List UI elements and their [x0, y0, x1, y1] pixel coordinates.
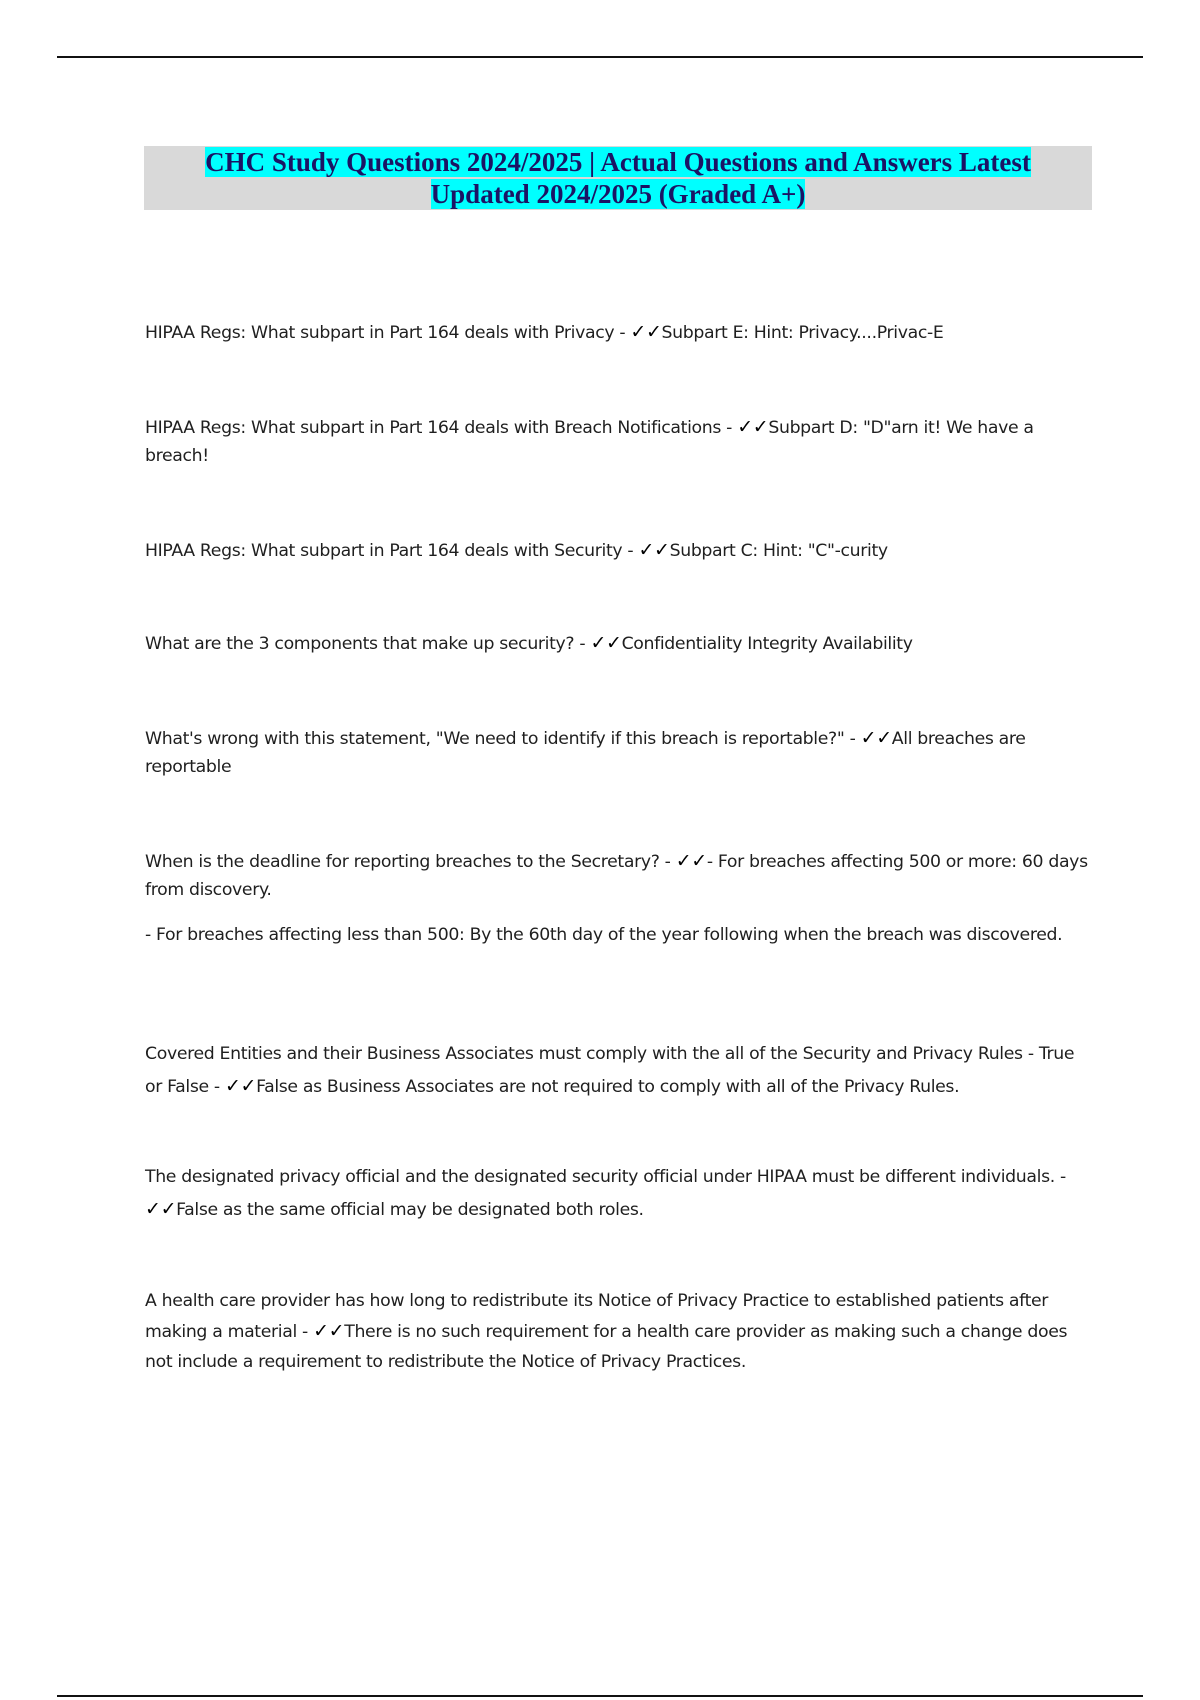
answer-text: There is no such requirement for a health care provider as making such a change does not include a requirement to redistribute the Notice of Privacy Practices.: [145, 1322, 1068, 1372]
question-text: HIPAA Regs: What subpart in Part 164 deals with Breach Notifications -: [145, 418, 738, 438]
answer-text: Subpart C: Hint: "C"-curity: [669, 541, 888, 561]
question-text: Covered Entities and their Business Associates must comply with the all of the Security and Privacy Rules - True or False -: [145, 1044, 1075, 1097]
answer-text: Subpart D: "D"arn it! We have a breach!: [145, 418, 1034, 466]
check-mark-icon: ✓✓: [145, 1198, 177, 1220]
check-mark-icon: ✓✓: [638, 539, 670, 561]
title-line-2: Updated 2024/2025 (Graded A+): [430, 179, 806, 209]
qa-item-2: [145, 413, 1090, 470]
check-mark-icon: ✓✓: [590, 632, 622, 654]
qa-item-7: [145, 1038, 1090, 1103]
qa-item-3: [145, 536, 1090, 565]
document-title: [144, 146, 1092, 210]
question-text: A health care provider has how long to redistribute its Notice of Privacy Practice to established patients after making a material -: [145, 1291, 1049, 1342]
answer-text: - For breaches affecting less than 500: By the 60th day of the year following when the breach was discovered.: [145, 925, 1063, 945]
bottom-divider: [57, 1695, 1143, 1697]
check-mark-icon: ✓✓: [675, 850, 707, 872]
question-text: What's wrong with this statement, "We need to identify if this breach is reportable?" -: [145, 729, 861, 749]
qa-item-9: [145, 1286, 1090, 1377]
answer-text: Confidentiality Integrity Availability: [621, 634, 913, 654]
check-mark-icon: ✓✓: [860, 727, 892, 749]
qa-item-8: [145, 1161, 1090, 1226]
answer-text: Subpart E: Hint: Privacy....Privac-E: [661, 323, 944, 343]
question-text: What are the 3 components that make up security? -: [145, 634, 591, 654]
qa-item-5: [145, 724, 1090, 781]
question-text: The designated privacy official and the designated security official under HIPAA must be different individuals. -: [145, 1167, 1066, 1187]
answer-text: - For breaches affecting 500 or more: 60 days from discovery.: [145, 852, 1088, 900]
top-divider: [57, 56, 1143, 58]
check-mark-icon: ✓✓: [630, 321, 662, 343]
qa-item-1: [145, 318, 1090, 347]
title-line-1: CHC Study Questions 2024/2025 | Actual Questions and Answers Latest: [205, 147, 1031, 177]
check-mark-icon: ✓✓: [224, 1075, 257, 1097]
check-mark-icon: ✓✓: [313, 1320, 345, 1342]
question-text: When is the deadline for reporting breaches to the Secretary? -: [145, 852, 676, 872]
question-text: HIPAA Regs: What subpart in Part 164 deals with Security -: [145, 541, 639, 561]
qa-item-4: [145, 629, 1090, 658]
answer-text: All breaches are reportable: [145, 729, 1026, 777]
check-mark-icon: ✓✓: [737, 416, 769, 438]
answer-text: False as Business Associates are not required to comply with all of the Privacy Rules.: [256, 1077, 960, 1097]
question-text: HIPAA Regs: What subpart in Part 164 deals with Privacy -: [145, 323, 631, 343]
answer-text: False as the same official may be designated both roles.: [176, 1200, 644, 1220]
qa-item-6: [145, 847, 1090, 904]
qa-item-6-continued: [145, 921, 1090, 949]
